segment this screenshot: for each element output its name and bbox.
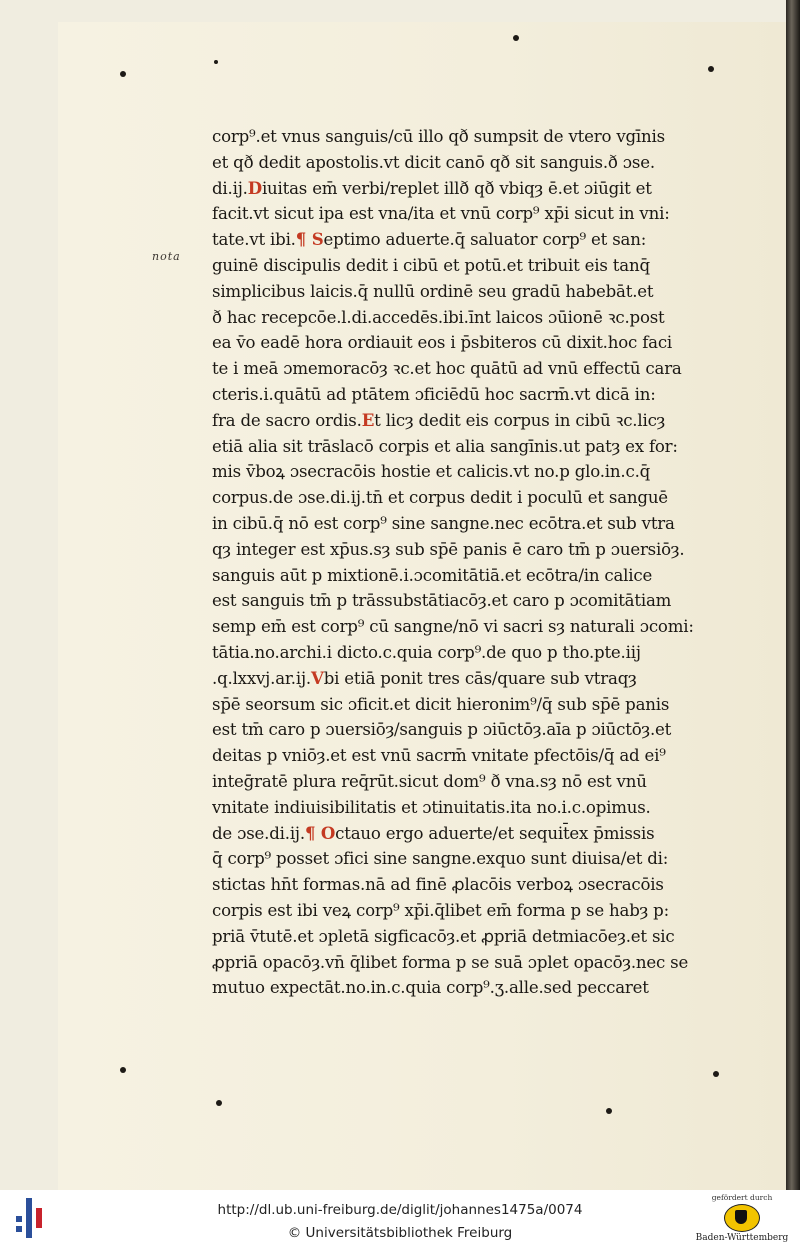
text-line — [212, 150, 740, 176]
paper-speck — [120, 71, 126, 77]
text-line-body: ctauo ergo aduerte/et sequit̄ex p̄missis — [335, 823, 655, 843]
text-line — [212, 717, 740, 743]
rubricated-initial: ¶ O — [304, 822, 336, 843]
text-line-body: est sanguis tm̄ p trāssubstātiacōȝ.et caro p ɔcomitātiam — [212, 591, 672, 611]
rubricated-initial: ¶ S — [295, 229, 324, 250]
text-line — [212, 537, 740, 563]
sponsor-name: Baden-Württemberg — [695, 1233, 789, 1243]
text-line-body: deitas p vniōȝ.et est vnū sacrm̄ vnitate pfectōis/q̄ ad ei⁹ — [212, 746, 666, 766]
text-line-body: te i meā ɔmemoracōȝ ꝛc.et hoc quātū ad vnū effectū cara — [212, 359, 682, 379]
text-line-body: ea v̄o eadē hora ordiauit eos i p̄sbiteros cū dixit.hoc faci — [212, 333, 673, 353]
source-url-link[interactable]: http://dl.ub.uni-freiburg.de/diglit/johannes1475a/0074 — [217, 1202, 583, 1218]
text-line-body: tātia.no.archi.i dicto.c.quia corp⁹.de quo p tho.pte.iij — [212, 642, 641, 662]
text-line — [212, 795, 740, 821]
text-line-body: ð hac recepcōe.l.di.accedēs.ibi.īnt laicos ɔūionē ꝛc.post — [212, 307, 665, 327]
text-line — [212, 305, 740, 331]
text-line — [212, 975, 740, 1001]
text-line-body: sanguis aūt p mixtionē.i.ɔcomitātiā.et ecōtra/in calice — [212, 565, 653, 585]
text-line-body: corpus.de ɔse.di.ij.tn̄ et corpus dedit i poculū et sanguē — [212, 488, 668, 508]
book-spine-edge — [786, 0, 800, 1190]
text-line — [212, 511, 740, 537]
text-line — [212, 356, 740, 382]
text-line — [212, 924, 740, 950]
text-line-body: q̄ corp⁹ posset ɔfici sine sangne.exquo sunt diuisa/et di: — [212, 849, 669, 869]
paper-speck — [708, 66, 714, 72]
text-line — [212, 253, 740, 279]
text-line-body: mis v̄boꝝ ɔsecracōis hostie et calicis.vt no.p glo.in.c.q̄ — [212, 462, 651, 482]
text-line — [212, 459, 740, 485]
text-line-body: in cibū.q̄ nō est corp⁹ sine sangne.nec ecōtra.et sub vtra — [212, 513, 675, 533]
text-line-body: stictas hn̄t formas.nā ad finē ꝓlacōis verboꝝ ɔsecracōis — [212, 875, 664, 895]
text-line — [212, 692, 740, 718]
text-line-body: inteḡratē plura req̄rūt.sicut dom⁹ ð vna.sȝ nō est vnū — [212, 771, 647, 791]
text-line-body: simplicibus laicis.q̄ nullū ordinē seu gradū habebāt.et — [212, 281, 654, 301]
paper-speck — [120, 1067, 126, 1073]
text-line-body: semp em̄ est corp⁹ cū sangne/nō vi sacri sȝ naturali ɔcomi: — [212, 617, 694, 637]
text-line — [212, 485, 740, 511]
text-line — [212, 227, 740, 253]
text-line — [212, 201, 740, 227]
text-line-body: priā v̄tutē.et ɔpletā sigficacōȝ.et ꝓpriā detmiacōeȝ.et sic — [212, 926, 675, 946]
text-line-body: mutuo expectāt.no.in.c.quia corp⁹.ʒ.alle.sed peccaret — [212, 978, 649, 998]
text-line — [212, 124, 740, 150]
paper-speck — [216, 1100, 222, 1106]
paper-speck — [214, 60, 218, 64]
text-line — [212, 614, 740, 640]
text-line-body: eptimo aduerte.q̄ saluator corp⁹ et san: — [323, 230, 647, 250]
text-line-body: qȝ integer est xp̄us.sȝ sub sp̄ē panis ē caro tm̄ p ɔuersiōȝ. — [212, 539, 685, 559]
paper-speck — [513, 35, 519, 41]
text-line — [212, 434, 740, 460]
text-line-body: etiā alia sit trāslacō corpis et alia sangīnis.ut patȝ ex for: — [212, 436, 678, 456]
text-line-prefix: de ɔse.di.ij. — [212, 823, 305, 843]
text-line-body: vnitate indiuisibilitatis et ɔtinuitatis.ita no.i.c.opimus. — [212, 797, 651, 817]
rubricated-initial: D — [247, 177, 262, 198]
text-line-body: corpis est ibi veꝝ corp⁹ xp̄i.q̄libet em̄ forma p se habȝ p: — [212, 900, 669, 920]
text-block — [212, 124, 740, 1001]
text-line — [212, 588, 740, 614]
text-line-prefix: tate.vt ibi. — [212, 230, 296, 250]
rubricated-initial: E — [361, 409, 375, 430]
text-line-body: ꝓpriā opacōȝ.vn̄ q̄libet forma p se suā ɔplet opacōȝ.nec se — [212, 952, 689, 972]
text-line — [212, 382, 740, 408]
text-line — [212, 898, 740, 924]
text-line — [212, 743, 740, 769]
text-line-prefix: fra de sacro ordis. — [212, 410, 362, 430]
text-line — [212, 769, 740, 795]
paper-speck — [713, 1071, 719, 1077]
rubricated-initial: V — [311, 667, 324, 688]
text-line — [212, 846, 740, 872]
text-line — [212, 408, 740, 434]
text-line — [212, 872, 740, 898]
text-line-body: est tm̄ caro p ɔuersiōȝ/sanguis p ɔiūctōȝ.aīa p ɔiūctōȝ.et — [212, 720, 672, 740]
text-line-body: t licȝ dedit eis corpus in cibū ꝛc.licȝ — [374, 410, 666, 430]
margin-note: nota — [152, 250, 181, 263]
sponsor-label: gefördert durch — [711, 1193, 773, 1202]
paper-speck — [606, 1108, 612, 1114]
text-line — [212, 821, 740, 847]
text-line-body: et qð dedit apostolis.vt dicit canō qð sit sanguis.ð ɔse. — [212, 152, 655, 172]
text-line — [212, 563, 740, 589]
text-line-body: corp⁹.et vnus sanguis/cū illo qð sumpsit de vtero vgīnis — [212, 127, 665, 146]
footer-bar — [0, 1190, 800, 1248]
text-line — [212, 666, 740, 692]
text-line-body: guinē discipulis dedit i cibū et potū.et tribuit eis tanq̄ — [212, 255, 650, 275]
text-line-body: sp̄ē seorsum sic ɔficit.et dicit hieronim⁹/q̄ sub sp̄ē panis — [212, 694, 670, 714]
text-line-prefix: .q.lxxvj.ar.ij. — [212, 668, 311, 688]
coat-of-arms-icon — [724, 1204, 760, 1232]
text-line — [212, 279, 740, 305]
text-line-body: bi etiā ponit tres cās/quare sub vtraqȝ — [323, 668, 637, 688]
text-line — [212, 640, 740, 666]
text-line-body: cteris.i.quātū ad ptātem ɔficiēdū hoc sacrm̄.vt dicā in: — [212, 384, 656, 404]
text-line-body: facit.vt sicut ipa est vna/ita et vnū corp⁹ xp̄i sicut in vni: — [212, 204, 670, 224]
text-line-body: iuitas em̄ verbi/replet illð qð vbiqȝ ē.et ɔiūgit et — [261, 178, 652, 198]
copyright-text: © Universitätsbibliothek Freiburg — [287, 1225, 513, 1241]
text-line — [212, 950, 740, 976]
text-line — [212, 176, 740, 202]
text-line — [212, 330, 740, 356]
text-line-prefix: di.ij. — [212, 178, 248, 198]
